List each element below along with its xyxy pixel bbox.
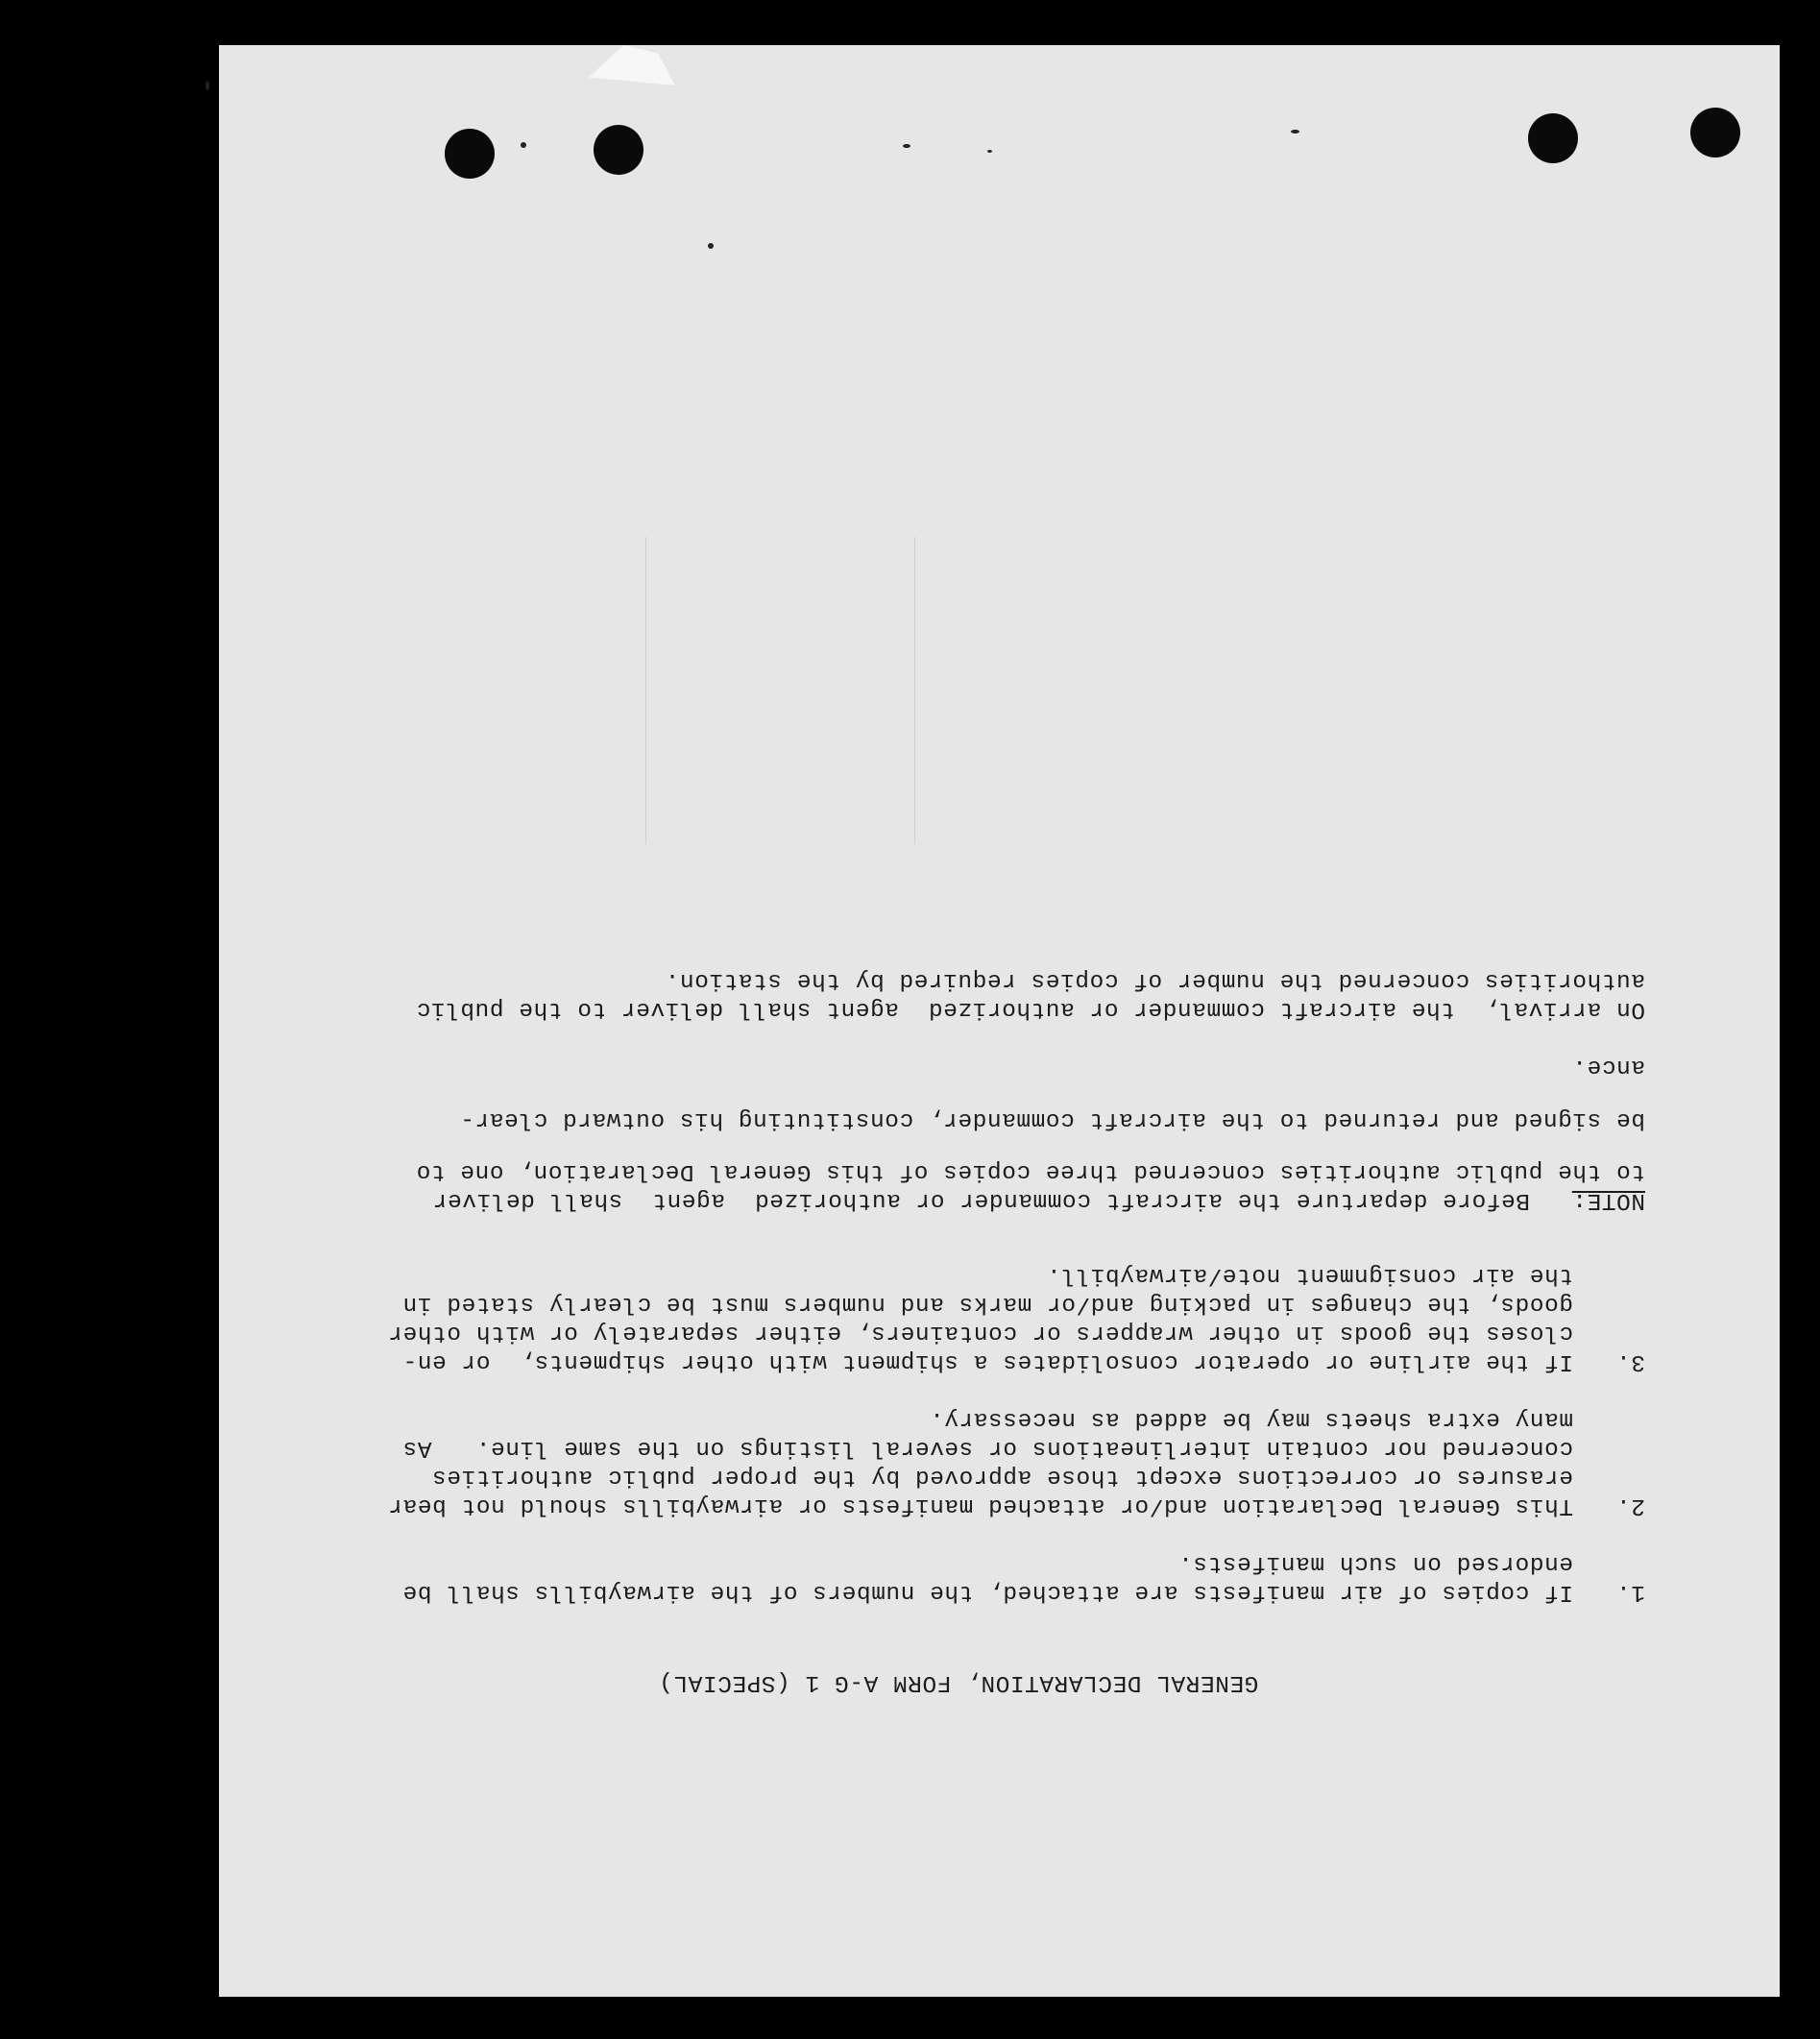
note-label: NOTE:: [1571, 1187, 1645, 1213]
faint-column-line: [914, 537, 915, 844]
speck: [708, 243, 714, 249]
punch-hole: [1528, 113, 1578, 163]
item-text: [388, 1404, 1573, 1519]
document-page-content: [219, 45, 1780, 1997]
faint-column-line: [645, 537, 646, 844]
paragraph-line: authorities concerned the number of copies required by the station.: [665, 967, 1645, 994]
speck: [521, 142, 526, 148]
note-line: to the public authorities concerned three copies of this General Declaration, one to: [416, 1158, 1645, 1184]
item-line: goods, the changes in packing and/or marks and numbers must be clearly stated in: [402, 1291, 1573, 1317]
paper-tear: [589, 45, 675, 85]
list-item: [339, 1548, 1645, 1606]
note-continuation: [339, 1052, 1645, 1185]
note-line: ance.: [1571, 1054, 1645, 1080]
speck: [903, 144, 910, 148]
speck: [1291, 130, 1299, 134]
item-line: the air consignment note/airwaybill.: [1046, 1262, 1573, 1288]
item-line: erasures or corrections except those approved by the proper public authorities: [431, 1464, 1573, 1490]
note-line: be signed and returned to the aircraft commander, constituting his outward clear-: [459, 1105, 1645, 1132]
item-line: If the airline or operator consolidates a shipment with other shipments, or en-: [402, 1348, 1573, 1374]
note-first-line: [432, 1185, 1530, 1214]
item-line: concerned nor contain interlineations or several listings on the same line. As: [402, 1435, 1573, 1461]
item-number: 2.: [1615, 1493, 1645, 1518]
note-section: [339, 1185, 1645, 1214]
item-text: [388, 1260, 1573, 1375]
list-item: [339, 1404, 1645, 1519]
punch-hole: [1690, 108, 1740, 158]
item-line: If copies of air manifests are attached, the numbers of the airwaybills shall be: [402, 1579, 1573, 1605]
item-line: endorsed on such manifests.: [1177, 1550, 1573, 1576]
item-number: 3.: [1615, 1348, 1645, 1374]
declaration-instructions: [339, 965, 1645, 1696]
item-line: closes the goods in other wrappers or containers, either separately or with other: [387, 1320, 1573, 1346]
item-text: [402, 1548, 1573, 1606]
arrival-paragraph: [339, 965, 1645, 1023]
item-line: This General Declaration and/or attached manifests or airwaybills should not bear: [387, 1493, 1573, 1518]
punch-hole: [445, 129, 495, 179]
note-line: Before departure the aircraft commander or authorized agent shall deliver: [432, 1187, 1530, 1213]
speck: [206, 81, 209, 90]
item-line: many extra sheets may be added as necessary.: [929, 1406, 1573, 1432]
item-number: 1.: [1615, 1579, 1645, 1605]
punch-hole: [594, 125, 643, 175]
document-page: [219, 45, 1780, 1997]
paragraph-line: On arrival, the aircraft commander or authorized agent shall deliver to the public: [416, 996, 1645, 1023]
speck: [987, 150, 992, 153]
list-item: [339, 1260, 1645, 1375]
page-title: GENERAL DECLARATION, FORM A-G 1 (SPECIAL): [658, 1669, 1259, 1695]
